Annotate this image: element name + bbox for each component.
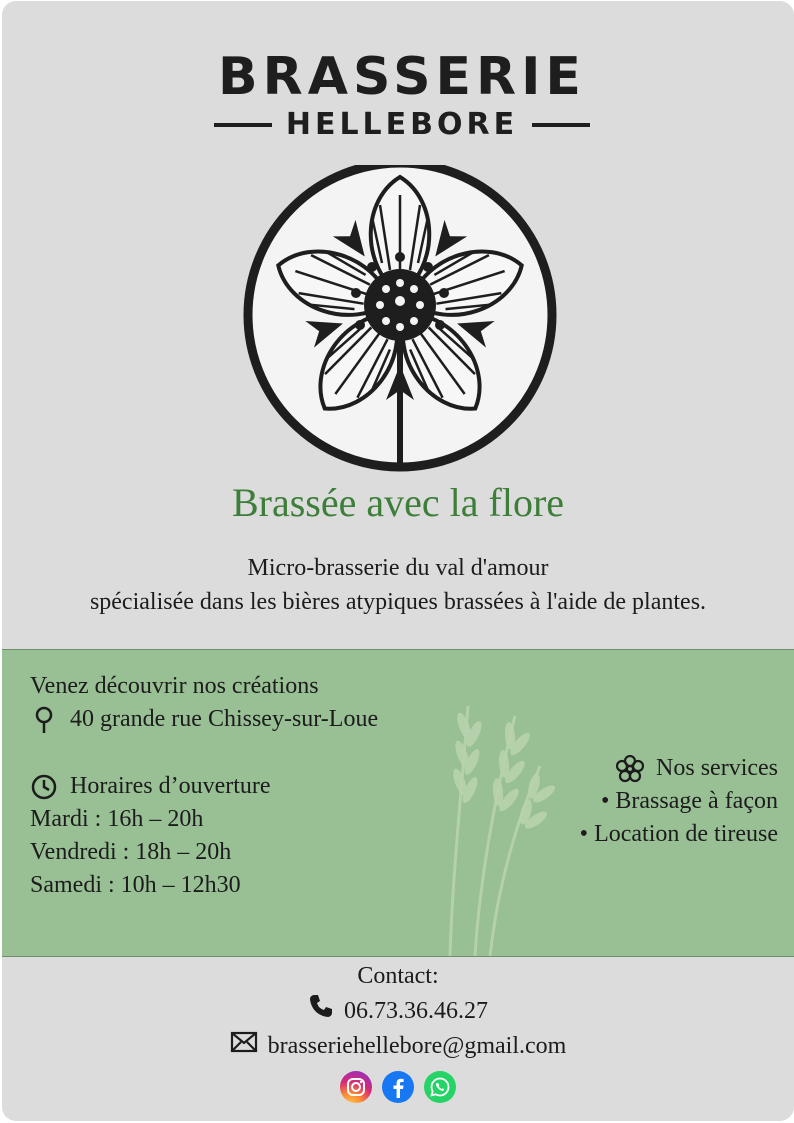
whatsapp-icon[interactable] [424,1071,456,1103]
address-text: 40 grande rue Chissey-sur-Loue [70,706,379,732]
services-heading: Nos services [656,755,778,781]
brand-name-line2-row [182,107,622,142]
hours-item: Vendredi : 18h – 20h [30,839,232,865]
email-address[interactable]: brasseriehellebore@gmail.com [267,1033,567,1059]
phone-icon [308,993,334,1029]
info-band [2,649,794,957]
hours-heading-row [30,770,378,803]
services [580,752,778,851]
brand-logo [182,39,622,149]
hours-item: Samedi : 10h – 12h30 [30,872,241,898]
envelope-icon [230,1029,258,1063]
brand-name-line1: BRASSERIE [218,47,586,107]
map-pin-icon [30,706,58,734]
service-item: • Brassage à façon [601,788,778,814]
social-links [2,1071,794,1103]
services-heading-row [580,752,778,785]
contact-heading: Contact: [357,963,439,989]
hellebore-flower-emblem [240,165,560,475]
flower-icon [616,755,644,783]
visit-and-hours [30,670,378,902]
phone-row [2,993,794,1029]
logo-divider-left [214,123,272,127]
instagram-icon[interactable] [340,1071,372,1103]
hours-heading: Horaires d’ouverture [70,773,271,799]
hours-item: Mardi : 16h – 20h [30,806,204,832]
phone-number[interactable]: 06.73.36.46.27 [344,998,488,1024]
email-row [2,1029,794,1063]
description-line1: Micro-brasserie du val d'amour [247,555,549,581]
clock-icon [30,773,58,801]
description [2,551,794,619]
wheat-watermark [420,686,560,956]
brand-name-line2: HELLEBORE [285,107,519,142]
facebook-icon[interactable] [382,1071,414,1103]
logo-divider-right [532,123,590,127]
service-item: • Location de tireuse [579,821,778,847]
description-line2: spécialisée dans les bières atypiques brassées à l'aide de plantes. [89,589,707,615]
flyer-page [2,1,794,1121]
address-row [30,703,378,736]
visit-heading: Venez découvrir nos créations [30,673,319,699]
tagline: Brassée avec la flore [231,480,565,525]
contact-section [2,959,794,1103]
